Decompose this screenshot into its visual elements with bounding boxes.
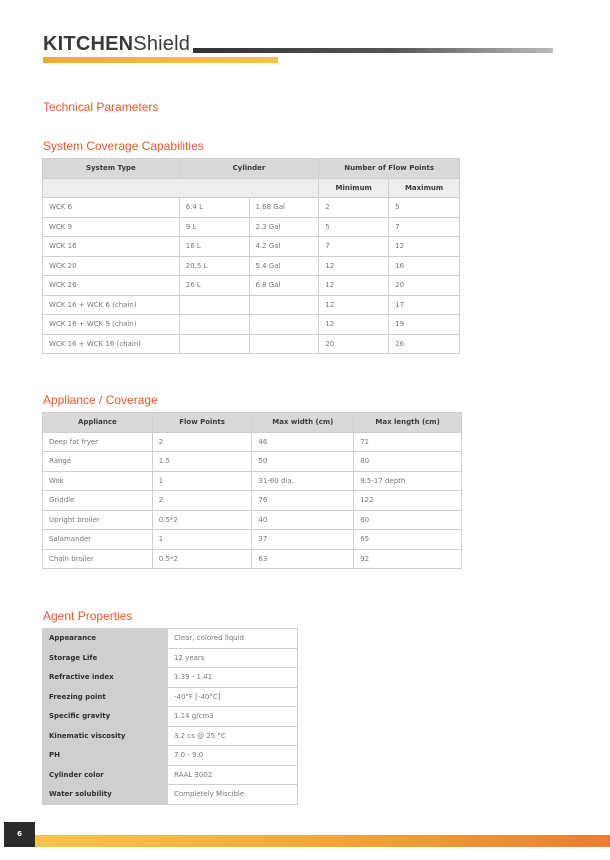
cylinder-gallons-cell: 6.8 Gal [249, 276, 319, 296]
system-type-cell: WCK 16 + WCK 9 (chain) [43, 315, 180, 335]
appliance-cell: Griddle [43, 491, 153, 511]
property-value-cell: 1.14 g/cm3 [168, 707, 298, 727]
table-row [43, 471, 462, 491]
cylinder-gallons-cell: 2.3 Gal [249, 217, 319, 237]
flow-min-cell: 12 [319, 295, 389, 315]
flow-max-cell: 19 [389, 315, 460, 335]
max-length-cell: 80 [354, 452, 462, 472]
property-value-cell: Completely Miscible [168, 785, 298, 805]
max-width-cell: 40 [252, 510, 354, 530]
flow-max-cell: 20 [389, 276, 460, 296]
flow-max-cell: 17 [389, 295, 460, 315]
flow-min-cell: 12 [319, 315, 389, 335]
system-type-cell: WCK 26 [43, 276, 180, 296]
col-cylinder: Cylinder [179, 159, 319, 179]
table-row [43, 687, 298, 707]
table-row [43, 746, 298, 766]
cylinder-liters-cell [179, 334, 249, 354]
cylinder-gallons-cell: 4.2 Gal [249, 237, 319, 257]
brand-logo [43, 33, 190, 56]
flow-min-cell: 7 [319, 237, 389, 257]
property-name-cell: Specific gravity [43, 707, 168, 727]
appliance-cell: Chain broiler [43, 549, 153, 569]
table-row [43, 785, 298, 805]
property-name-cell: Cylinder color [43, 765, 168, 785]
flow-points-cell: 0.5*2 [152, 510, 252, 530]
cylinder-liters-cell [179, 295, 249, 315]
table-row [43, 315, 460, 335]
table-row [43, 765, 298, 785]
system-type-cell: WCK 16 + WCK 6 (chain) [43, 295, 180, 315]
property-name-cell: Appearance [43, 629, 168, 649]
flow-points-cell: 0.5*2 [152, 549, 252, 569]
table-row [43, 707, 298, 727]
cylinder-gallons-cell: 5.4 Gal [249, 256, 319, 276]
property-value-cell: -40°F [-40°C] [168, 687, 298, 707]
header-rule-dark [193, 48, 553, 53]
appliance-heading: Appliance / Coverage [43, 393, 158, 407]
appliance-cell: Upright broiler [43, 510, 153, 530]
flow-points-cell: 2 [152, 491, 252, 511]
property-name-cell: Kinematic viscosity [43, 726, 168, 746]
flow-points-cell: 1 [152, 471, 252, 491]
appliance-col-header: Max width (cm) [252, 413, 354, 433]
max-width-cell: 31-60 dia. [252, 471, 354, 491]
table-row [43, 629, 298, 649]
cylinder-liters-cell: 6.4 L [179, 198, 249, 218]
system-type-cell: WCK 9 [43, 217, 180, 237]
cylinder-gallons-cell [249, 295, 319, 315]
max-length-cell: 65 [354, 530, 462, 550]
col-minimum: Minimum [319, 178, 389, 198]
property-name-cell: Refractive index [43, 668, 168, 688]
appliance-table [42, 412, 462, 569]
property-value-cell: Clear, colored liquid [168, 629, 298, 649]
table-row [43, 648, 298, 668]
max-length-cell: 9.5-17 depth [354, 471, 462, 491]
cylinder-gallons-cell [249, 315, 319, 335]
col-flow-points: Number of Flow Points [319, 159, 460, 179]
brand-light: Shield [133, 33, 191, 55]
property-value-cell: RAAL 3002 [168, 765, 298, 785]
max-width-cell: 63 [252, 549, 354, 569]
table-row [43, 432, 462, 452]
coverage-table [42, 158, 460, 354]
agent-heading: Agent Properties [43, 609, 133, 623]
property-name-cell: PH [43, 746, 168, 766]
section-title: Technical Parameters [43, 100, 159, 114]
flow-points-cell: 1.5 [152, 452, 252, 472]
table-row [43, 668, 298, 688]
max-width-cell: 50 [252, 452, 354, 472]
table-row [43, 530, 462, 550]
flow-min-cell: 20 [319, 334, 389, 354]
appliance-col-header: Max length (cm) [354, 413, 462, 433]
table-row [43, 726, 298, 746]
max-length-cell: 92 [354, 549, 462, 569]
cylinder-liters-cell: 20.5 L [179, 256, 249, 276]
flow-min-cell: 2 [319, 198, 389, 218]
cylinder-liters-cell: 26 L [179, 276, 249, 296]
flow-max-cell: 5 [389, 198, 460, 218]
table-row [43, 217, 460, 237]
cylinder-gallons-cell [249, 334, 319, 354]
flow-min-cell: 12 [319, 256, 389, 276]
flow-points-cell: 1 [152, 530, 252, 550]
cylinder-liters-cell: 9 L [179, 217, 249, 237]
flow-max-cell: 16 [389, 256, 460, 276]
flow-points-cell: 2 [152, 432, 252, 452]
flow-max-cell: 26 [389, 334, 460, 354]
max-width-cell: 37 [252, 530, 354, 550]
property-value-cell: 12 years [168, 648, 298, 668]
table-row [43, 452, 462, 472]
table-row [43, 237, 460, 257]
col-system-type: System Type [43, 159, 180, 179]
system-type-cell: WCK 6 [43, 198, 180, 218]
agent-properties-table [42, 628, 298, 805]
table-row [43, 198, 460, 218]
property-name-cell: Freezing point [43, 687, 168, 707]
property-value-cell: 3.2 cs @ 25 °C [168, 726, 298, 746]
property-value-cell: 7.0 - 9.0 [168, 746, 298, 766]
appliance-col-header: Flow Points [152, 413, 252, 433]
cylinder-liters-cell: 16 L [179, 237, 249, 257]
flow-min-cell: 12 [319, 276, 389, 296]
flow-max-cell: 12 [389, 237, 460, 257]
appliance-cell: Salamander [43, 530, 153, 550]
system-type-cell: WCK 16 + WCK 16 (chain) [43, 334, 180, 354]
col-maximum: Maximum [389, 178, 460, 198]
table-row [43, 256, 460, 276]
max-length-cell: 122 [354, 491, 462, 511]
appliance-col-header: Appliance [43, 413, 153, 433]
property-value-cell: 1.39 - 1.41 [168, 668, 298, 688]
footer-bar [35, 835, 610, 847]
table-row [43, 334, 460, 354]
max-width-cell: 46 [252, 432, 354, 452]
system-type-cell: WCK 20 [43, 256, 180, 276]
table-row [43, 549, 462, 569]
table-row [43, 510, 462, 530]
table-row [43, 295, 460, 315]
appliance-cell: Wok [43, 471, 153, 491]
cylinder-liters-cell [179, 315, 249, 335]
max-length-cell: 71 [354, 432, 462, 452]
table-row [43, 276, 460, 296]
max-length-cell: 60 [354, 510, 462, 530]
property-name-cell: Water solubility [43, 785, 168, 805]
property-name-cell: Storage Life [43, 648, 168, 668]
coverage-heading: System Coverage Capabilities [43, 139, 204, 153]
system-type-cell: WCK 16 [43, 237, 180, 257]
page-number: 6 [4, 822, 35, 847]
brand-bold: KITCHEN [43, 33, 134, 55]
appliance-cell: Deep fat fryer [43, 432, 153, 452]
header-rule-orange [43, 57, 278, 63]
cylinder-gallons-cell: 1.68 Gal [249, 198, 319, 218]
flow-max-cell: 7 [389, 217, 460, 237]
appliance-cell: Range [43, 452, 153, 472]
table-row [43, 491, 462, 511]
max-width-cell: 76 [252, 491, 354, 511]
header-spacer [43, 178, 319, 198]
flow-min-cell: 5 [319, 217, 389, 237]
